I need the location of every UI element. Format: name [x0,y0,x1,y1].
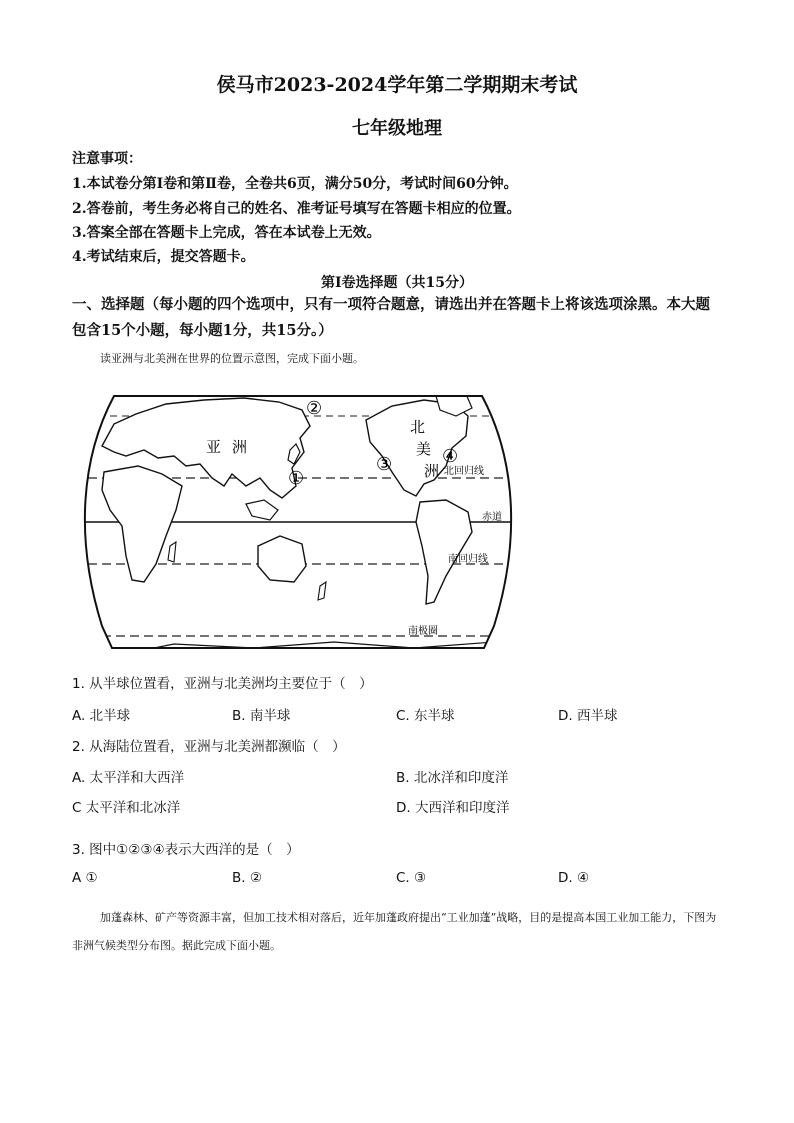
note-item: 3.答案全部在答题卡上完成，答在本试卷上无效。 [72,225,381,241]
q2-option-c: C 太平洋和北冰洋 [72,800,181,816]
map-label-na-1: 北 [410,418,426,436]
q1-option-c: C. 东半球 [396,708,455,724]
map-marker-1: ① [288,468,305,489]
question-1-stem: 1. 从半球位置看，亚洲与北美洲均主要位于（ ） [72,676,373,692]
tropic-of-capricorn-label: 南回归线 [448,554,488,565]
map-intro: 读亚洲与北美洲在世界的位置示意图，完成下面小题。 [100,352,364,365]
q1-option-d: D. 西半球 [558,708,618,724]
southeast-asia-islands [246,500,278,520]
australia-shape [258,536,306,582]
antarctica-shape [74,642,522,658]
q2-option-b: B. 北冰洋和印度洋 [396,770,509,786]
passage-gabon: 加蓬森林、矿产等资源丰富，但加工技术相对落后，近年加蓬政府提出“工业加蓬”战略，目的是提高本国工业加工能力，下图为非洲气候类型分布图。据此完成下面小题。 [72,911,717,952]
q3-option-b: B. ② [232,870,262,886]
antarctic-circle-label: 南极圈 [408,626,438,637]
equator-label: 赤道 [482,512,502,523]
map-marker-4: ④ [442,446,459,467]
section-instruction: 一、选择题（每小题的四个选项中，只有一项符合题意，请选出并在答题卡上将该选项涂黑。本大题包含15个小题，每小题1分，共15分。） [72,296,710,339]
world-map-figure [74,386,522,658]
section-title: 第Ⅰ卷选择题（共15分） [320,275,474,291]
q1-option-b: B. 南半球 [232,708,291,724]
new-zealand-shape [318,582,326,600]
q3-option-d: D. ④ [558,870,590,886]
q2-option-d: D. 大西洋和印度洋 [396,800,510,816]
q1-option-a: A. 北半球 [72,708,131,724]
map-label-asia-1: 亚 [206,438,222,456]
map-label-na-2: 美 [416,440,432,458]
map-marker-3: ③ [376,454,393,475]
exam-subtitle: 七年级地理 [352,118,442,139]
question-2-stem: 2. 从海陆位置看，亚洲与北美洲都濒临（ ） [72,739,346,755]
map-label-asia-2: 洲 [232,438,248,456]
note-item: 1.本试卷分第Ⅰ卷和第Ⅱ卷，全卷共6页，满分50分，考试时间60分钟。 [72,176,518,192]
map-label-na-3: 洲 [424,462,440,480]
africa-shape [102,466,182,582]
q3-option-c: C. ③ [396,870,427,886]
south-america-shape [416,500,472,604]
question-3-stem: 3. 图中①②③④表示大西洋的是（ ） [72,842,300,858]
notes-heading: 注意事项： [72,151,142,167]
map-marker-2: ② [306,398,323,419]
note-item: 4.考试结束后，提交答题卡。 [72,249,255,265]
q2-option-a: A. 太平洋和大西洋 [72,770,185,786]
tropic-of-cancer-label: 北回归线 [444,466,484,477]
note-item: 2.答卷前，考生务必将自己的姓名、准考证号填写在答题卡相应的位置。 [72,201,521,217]
madagascar-shape [168,542,176,562]
exam-title: 侯马市2023-2024学年第二学期期末考试 [216,74,578,96]
q3-option-a: A ① [72,870,98,886]
